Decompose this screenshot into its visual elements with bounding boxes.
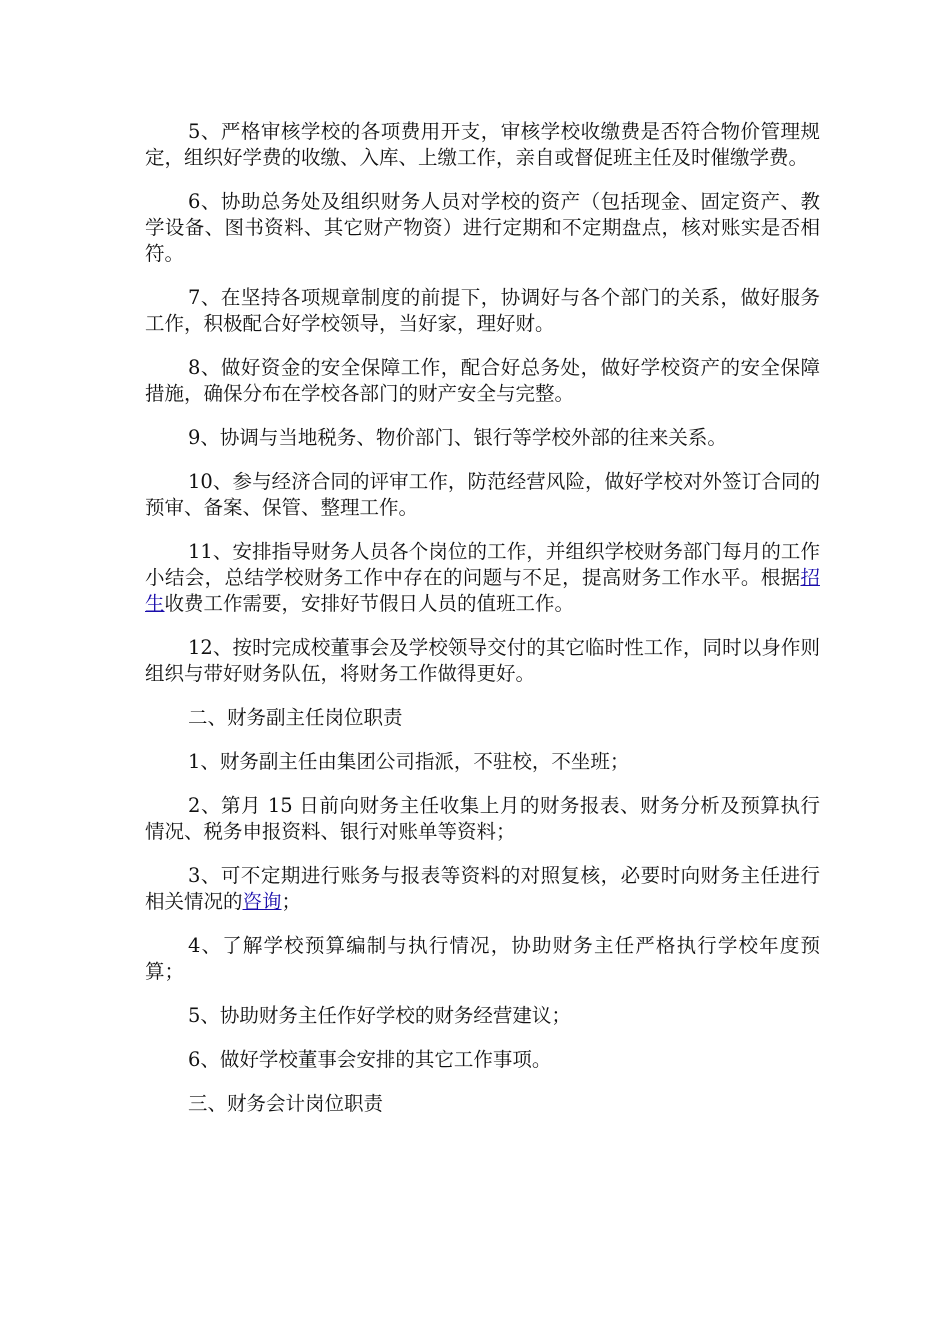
- section-heading-accountant: 三、财务会计岗位职责: [188, 1092, 384, 1115]
- deputy-duty-3-text-before: 3、可不定期进行账务与报表等资料的对照复核，必要时向财务主任进行相关情况的: [145, 864, 820, 913]
- paragraph-item-11: [145, 539, 820, 617]
- document-page: [145, 119, 820, 1135]
- paragraph-11-text-after: 收费工作需要，安排好节假日人员的值班工作。: [164, 592, 575, 615]
- enrollment-link[interactable]: 招生: [145, 566, 820, 615]
- deputy-duty-2: 2、第月 15 日前向财务主任收集上月的财务报表、财务分析及预算执行情况、税务申报资料、银行对账单等资料；: [145, 794, 820, 843]
- paragraph-item-9: 9、协调与当地税务、物价部门、银行等学校外部的往来关系。: [188, 426, 727, 449]
- deputy-duty-4: 4、了解学校预算编制与执行情况，协助财务主任严格执行学校年度预算；: [145, 934, 820, 983]
- section-heading-deputy-director: 二、财务副主任岗位职责: [188, 706, 403, 729]
- consultation-link[interactable]: 咨询: [242, 890, 282, 913]
- paragraph-item-5: 5、严格审核学校的各项费用开支，审核学校收缴费是否符合物价管理规定，组织好学费的收缴、入库、上缴工作，亲自或督促班主任及时催缴学费。: [145, 120, 820, 169]
- deputy-duty-3: [145, 863, 820, 915]
- deputy-duty-1: 1、财务副主任由集团公司指派，不驻校，不坐班；: [188, 750, 630, 773]
- paragraph-item-8: 8、做好资金的安全保障工作，配合好总务处，做好学校资产的安全保障措施，确保分布在学校各部门的财产安全与完整。: [145, 356, 820, 405]
- paragraph-11-text-before: 11、安排指导财务人员各个岗位的工作，并组织学校财务部门每月的工作小结会，总结学校财务工作中存在的问题与不足，提高财务工作水平。根据: [145, 540, 820, 589]
- paragraph-item-6: 6、协助总务处及组织财务人员对学校的资产（包括现金、固定资产、教学设备、图书资料、其它财产物资）进行定期和不定期盘点，核对账实是否相符。: [145, 190, 820, 265]
- paragraph-item-10: 10、参与经济合同的评审工作，防范经营风险，做好学校对外签订合同的预审、备案、保管、整理工作。: [145, 470, 820, 519]
- deputy-duty-5: 5、协助财务主任作好学校的财务经营建议；: [188, 1004, 571, 1027]
- deputy-duty-3-text-after: ；: [281, 890, 302, 913]
- paragraph-item-7: 7、在坚持各项规章制度的前提下，协调好与各个部门的关系，做好服务工作，积极配合好学校领导，当好家，理好财。: [145, 286, 820, 335]
- paragraph-item-12: 12、按时完成校董事会及学校领导交付的其它临时性工作，同时以身作则组织与带好财务队伍，将财务工作做得更好。: [145, 636, 820, 685]
- deputy-duty-6: 6、做好学校董事会安排的其它工作事项。: [188, 1048, 552, 1071]
